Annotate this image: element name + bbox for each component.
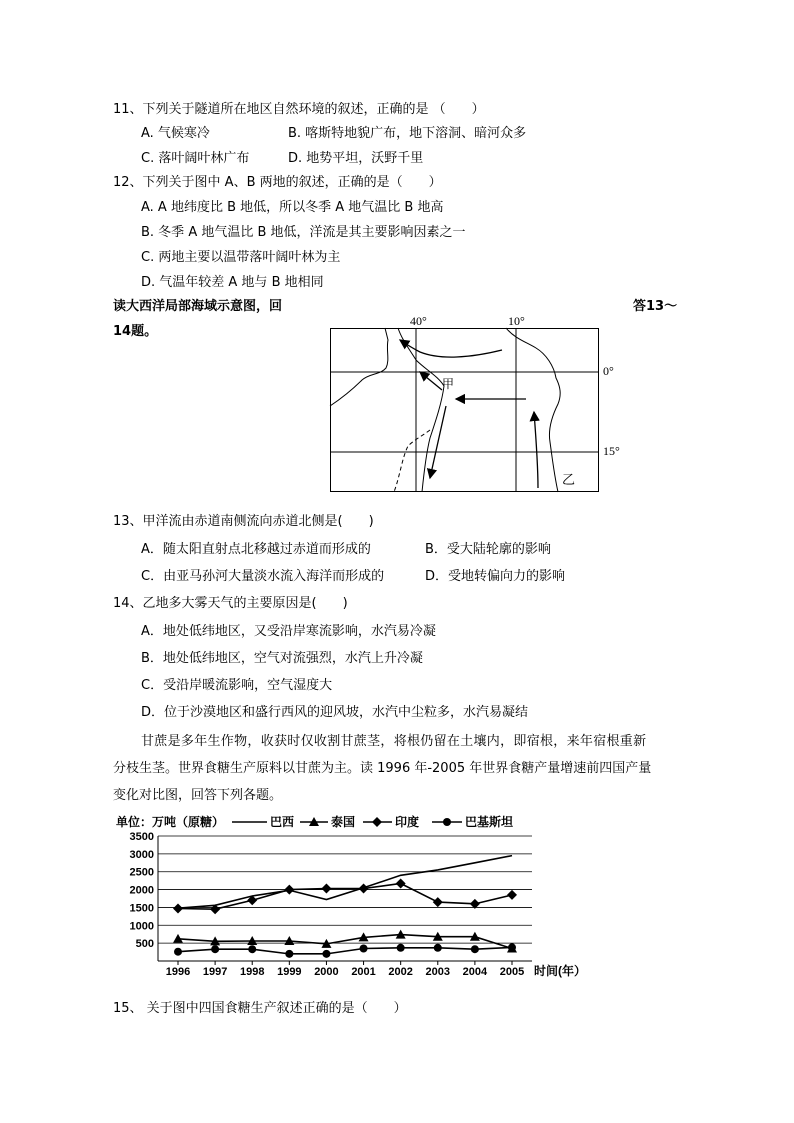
intro-13-text: 读大西洋局部海域示意图，回 bbox=[113, 299, 283, 314]
x-tick-label: 2000 bbox=[314, 966, 339, 978]
x-tick-label: 2003 bbox=[425, 966, 451, 978]
atlantic-map bbox=[330, 314, 620, 493]
data-point-pakistan bbox=[508, 943, 516, 951]
legend-india: 印度 bbox=[395, 815, 420, 829]
series-line-thailand bbox=[178, 935, 512, 949]
data-point-india bbox=[284, 885, 294, 895]
q13-option-d: D．受地转偏向力的影响 bbox=[425, 569, 566, 584]
q15-stem: 15、 关于图中四国食糖生产叙述正确的是（ ） bbox=[113, 1001, 407, 1016]
q14-stem: 14、乙地多大雾天气的主要原因是( ) bbox=[113, 596, 348, 611]
data-point-india bbox=[433, 897, 443, 907]
q13-option-b: B．受大陆轮廓的影响 bbox=[425, 542, 551, 557]
passage-line-3: 变化对比图，回答下列各题。 bbox=[113, 788, 283, 803]
series-line-india bbox=[178, 884, 512, 910]
q13-option-a: A．随太阳直射点北移越过赤道而形成的 bbox=[141, 542, 371, 557]
y-tick-label: 2500 bbox=[129, 866, 154, 879]
x-tick-label: 1998 bbox=[239, 966, 265, 978]
chart-x-label: 时间(年） bbox=[534, 964, 586, 978]
q11-option-b: B. 喀斯特地貌广布，地下溶洞、暗河众多 bbox=[288, 126, 527, 141]
y-tick-label: 1500 bbox=[129, 902, 154, 915]
q13-option-c: C．由亚马孙河大量淡水流入海洋而形成的 bbox=[141, 569, 385, 584]
q11-option-d: D. 地势平坦，沃野千里 bbox=[288, 151, 424, 166]
data-point-pakistan bbox=[322, 950, 330, 958]
map-label-yi: 乙 bbox=[562, 472, 576, 487]
y-tick-label: 500 bbox=[135, 938, 154, 951]
intro-13-text-right: 答13～ bbox=[633, 299, 678, 314]
passage-line-1: 甘蔗是多年生作物，收获时仅收割甘蔗茎，将根仍留在土壤内，即宿根，来年宿根重新 bbox=[141, 734, 647, 749]
q14-option-b: B．地处低纬地区，空气对流强烈，水汽上升冷凝 bbox=[141, 651, 423, 666]
q11-option-c: C. 落叶阔叶林广布 bbox=[141, 151, 250, 166]
q12-option-c: C. 两地主要以温带落叶阔叶林为主 bbox=[141, 250, 341, 265]
data-point-pakistan bbox=[471, 945, 479, 953]
data-point-pakistan bbox=[174, 948, 182, 956]
y-tick-label: 3500 bbox=[129, 831, 154, 843]
series-line-brazil bbox=[178, 856, 512, 909]
x-tick-label: 1997 bbox=[202, 966, 228, 978]
passage-line-2: 分枝生茎。世界食糖生产原料以甘蔗为主。读 1996 年-2005 年世界食糖产量增速前四国产量 bbox=[113, 761, 652, 776]
map-lon-right: 10° bbox=[508, 314, 525, 328]
q12-stem: 12、下列关于图中 A、B 两地的叙述，正确的是（ ） bbox=[113, 175, 442, 190]
legend-pakistan-marker bbox=[443, 818, 451, 826]
data-point-india bbox=[507, 890, 517, 900]
map-lon-left: 40° bbox=[410, 314, 427, 328]
data-point-india bbox=[359, 884, 369, 894]
data-point-pakistan bbox=[360, 945, 368, 953]
map-lat-bottom: 15° bbox=[603, 444, 620, 458]
x-tick-label: 2004 bbox=[462, 966, 488, 978]
y-tick-label: 2000 bbox=[129, 884, 154, 897]
q11-option-a: A. 气候寒冷 bbox=[141, 126, 210, 141]
q12-option-a: A. A 地纬度比 B 地低，所以冬季 A 地气温比 B 地高 bbox=[141, 200, 444, 215]
x-tick-label: 2005 bbox=[499, 966, 525, 978]
x-tick-label: 2002 bbox=[388, 966, 413, 978]
intro-13-line2: 14题。 bbox=[113, 324, 158, 339]
data-point-india bbox=[321, 884, 331, 894]
legend-pakistan: 巴基斯坦 bbox=[465, 815, 514, 829]
q12-option-d: D. 气温年较差 A 地与 B 地相同 bbox=[141, 275, 324, 290]
q14-option-c: C．受沿岸暖流影响，空气湿度大 bbox=[141, 678, 333, 693]
q14-option-d: D．位于沙漠地区和盛行西风的迎风坡，水汽中尘粒多，水汽易凝结 bbox=[141, 705, 529, 720]
sugar-production-chart bbox=[110, 808, 710, 988]
x-tick-label: 2001 bbox=[351, 966, 376, 978]
x-tick-label: 1996 bbox=[165, 966, 191, 978]
legend-thailand: 泰国 bbox=[331, 815, 356, 829]
data-point-india bbox=[396, 879, 406, 889]
legend-india-marker bbox=[372, 817, 382, 827]
legend-brazil: 巴西 bbox=[270, 815, 295, 829]
chart-unit-label: 单位：万吨（原糖） bbox=[116, 815, 225, 829]
y-tick-label: 3000 bbox=[129, 848, 154, 861]
data-point-pakistan bbox=[434, 944, 442, 952]
q14-option-a: A．地处低纬地区，又受沿岸寒流影响，水汽易冷凝 bbox=[141, 624, 436, 639]
data-point-pakistan bbox=[285, 950, 293, 958]
x-tick-label: 1999 bbox=[277, 966, 302, 978]
data-point-india bbox=[173, 904, 183, 914]
data-point-pakistan bbox=[211, 945, 219, 953]
map-lat-top: 0° bbox=[603, 364, 614, 378]
q11-stem: 11、下列关于隧道所在地区自然环境的叙述，正确的是 （ ） bbox=[113, 102, 485, 117]
series-line-pakistan bbox=[178, 947, 512, 953]
data-point-pakistan bbox=[397, 944, 405, 952]
q13-stem: 13、甲洋流由赤道南侧流向赤道北侧是( ) bbox=[113, 514, 374, 529]
y-tick-label: 1000 bbox=[129, 920, 154, 933]
map-label-jia: 甲 bbox=[442, 377, 455, 391]
q12-option-b: B. 冬季 A 地气温比 B 地低，洋流是其主要影响因素之一 bbox=[141, 225, 466, 240]
data-point-pakistan bbox=[248, 945, 256, 953]
